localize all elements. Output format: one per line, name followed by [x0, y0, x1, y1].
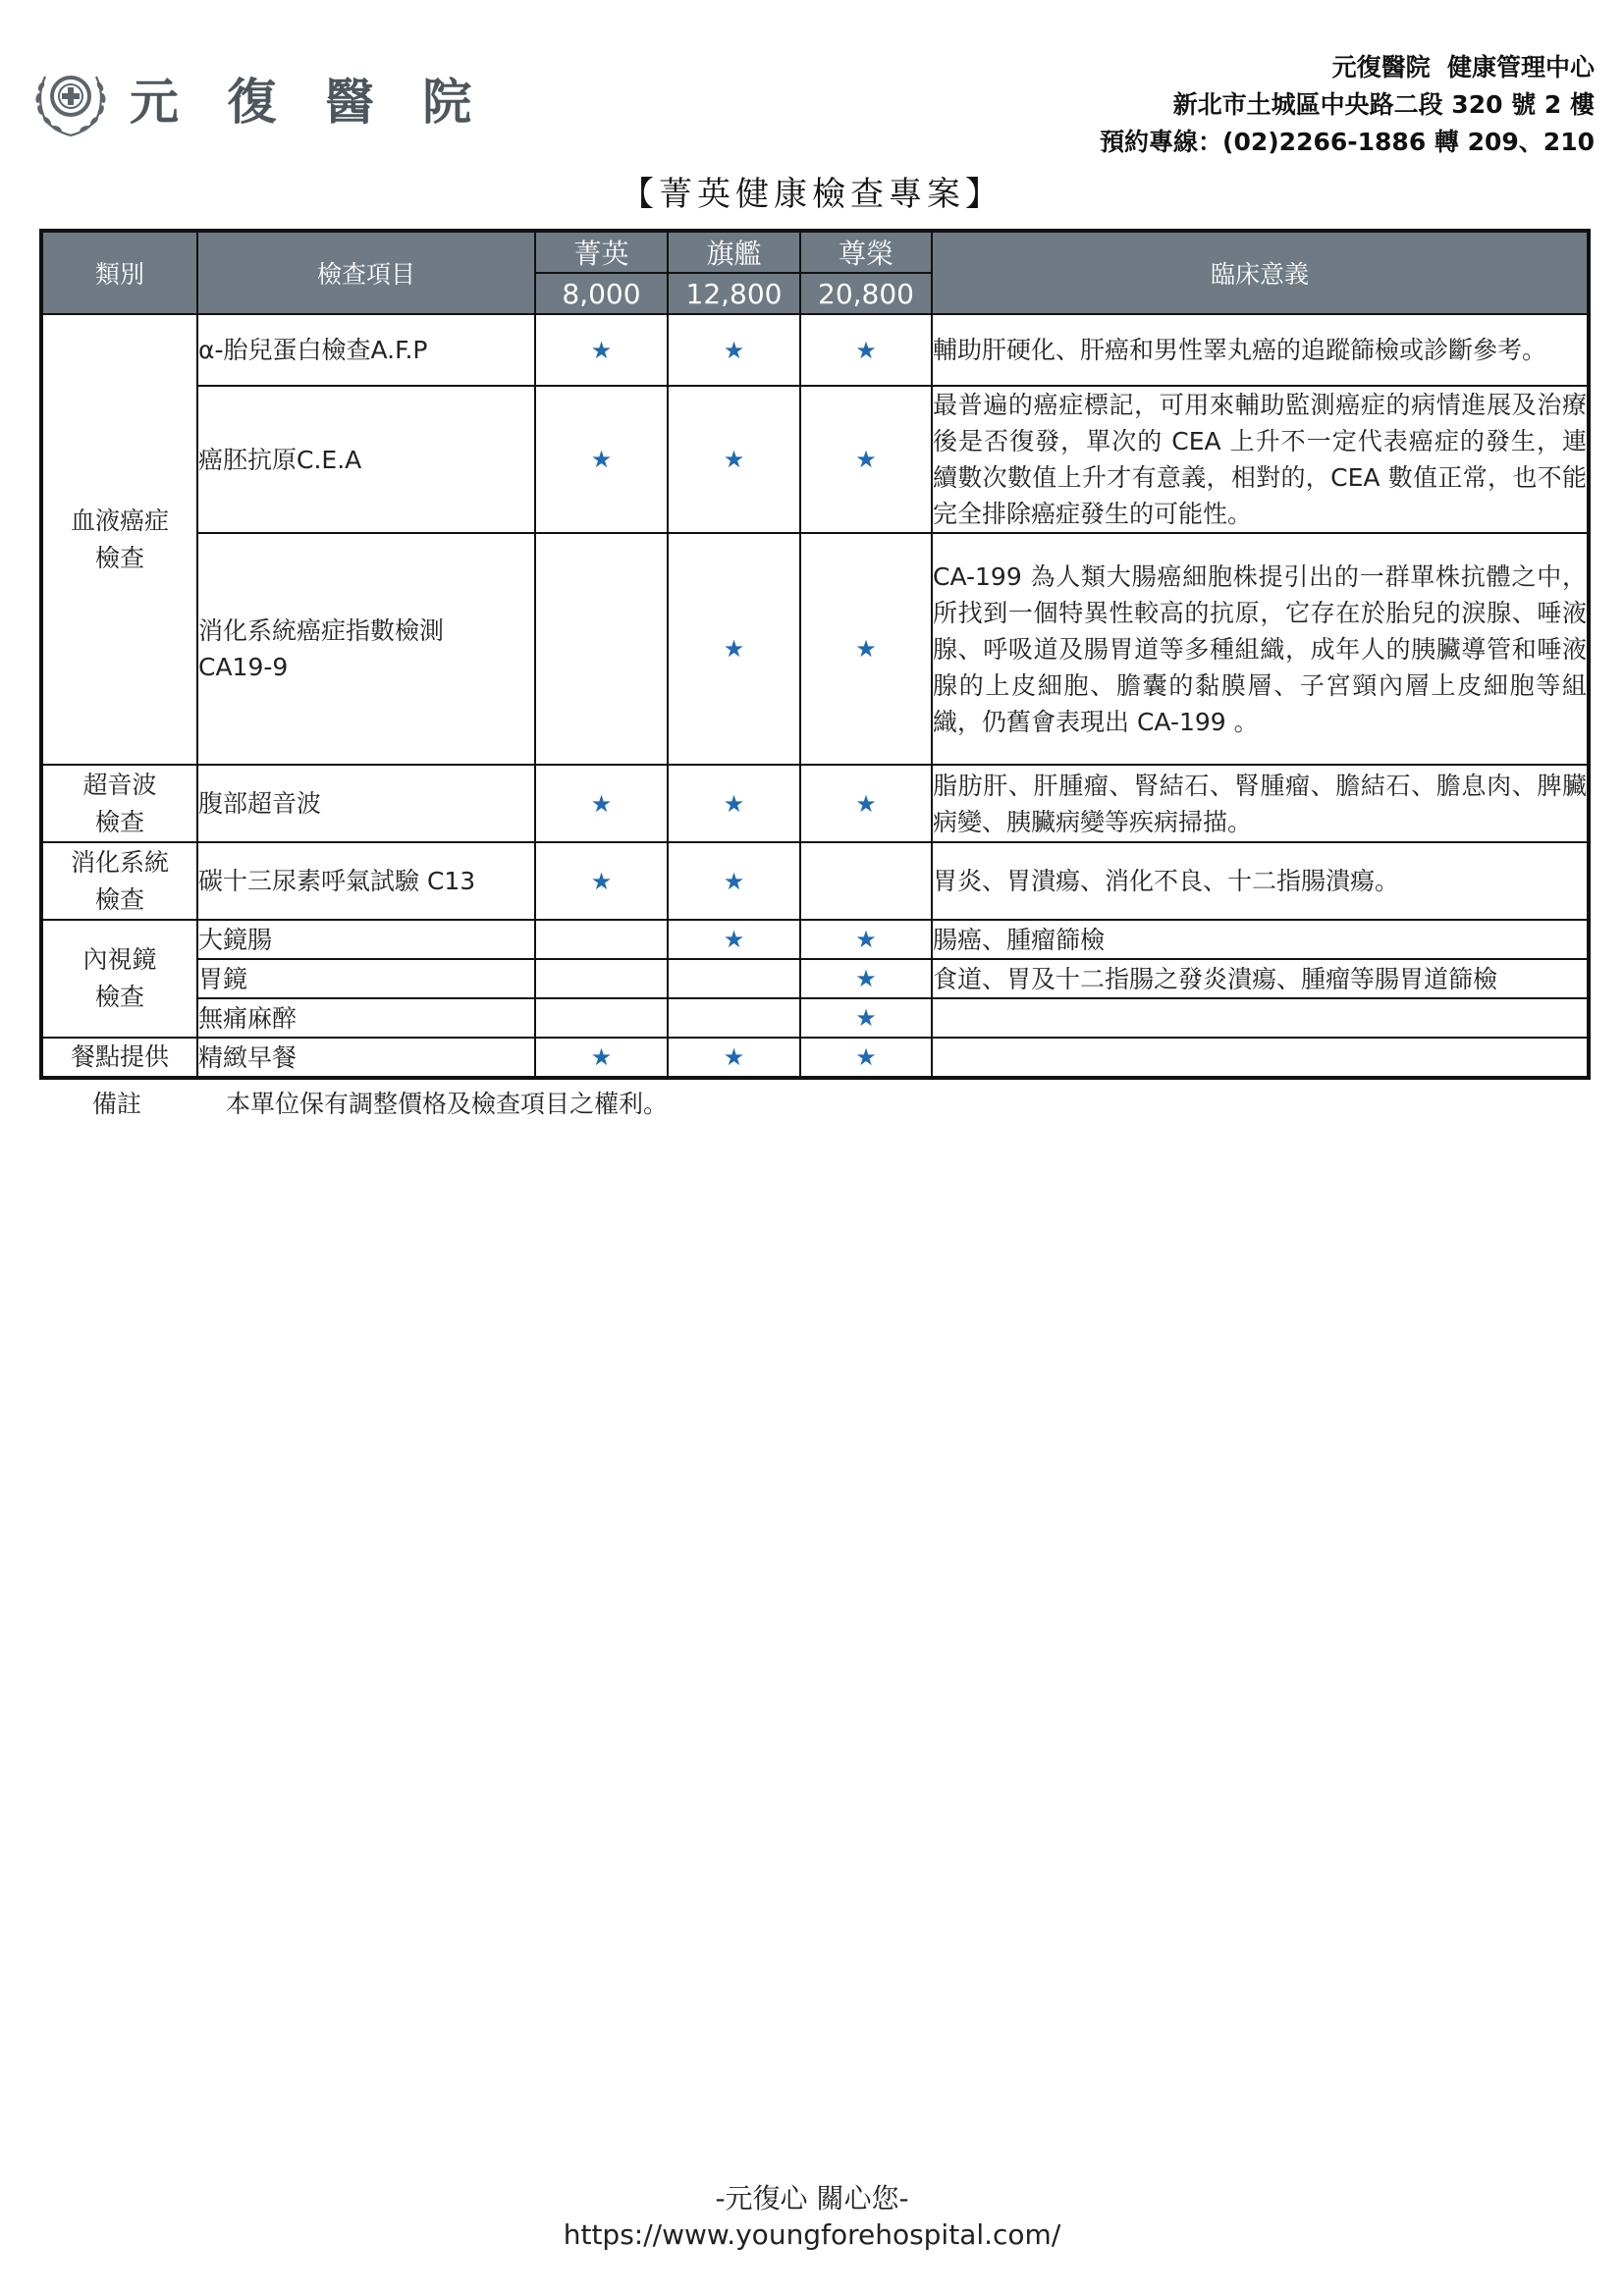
category-label: 餐點提供 — [70, 1042, 169, 1071]
note-text: 本單位保有調整價格及檢查項目之權利。 — [226, 1090, 669, 1118]
item-name: α-胎兒蛋白檢查A.F.P — [197, 314, 535, 386]
center-name: 元復醫院 健康管理中心 — [1331, 53, 1595, 81]
clinical-meaning: CA-199 為人類大腸癌細胞株提引出的一群單株抗體之中，所找到一個特異性較高的抗原，它存在於胎兒的淚腺、唾液腺、呼吸道及腸胃道等多種組織，成年人的胰臟導管和唾液腺的上皮細胞、膽囊的黏膜層、子宮頸內層上皮細胞等組織，仍舊會表現出 CA-199 。 — [932, 533, 1589, 765]
plan-star-icon: ★ — [668, 1038, 800, 1078]
plan-star-icon: ★ — [535, 314, 668, 386]
table-row — [41, 1038, 1589, 1078]
plan-star-icon: ★ — [668, 765, 800, 842]
table-row — [41, 533, 1589, 765]
plan-star-icon: ★ — [535, 1038, 668, 1078]
plan-star-icon: ★ — [668, 920, 800, 959]
category-cell — [41, 314, 197, 765]
plan-star-icon — [535, 533, 668, 765]
header-category: 類別 — [41, 231, 197, 314]
table-row — [41, 842, 1589, 920]
plan-star-icon: ★ — [800, 959, 932, 998]
header-plan-name: 菁英 — [535, 231, 668, 273]
header-meaning: 臨床意義 — [932, 231, 1589, 314]
table-row — [41, 959, 1589, 998]
header-item: 檢查項目 — [197, 231, 535, 314]
table-row — [41, 765, 1589, 842]
item-name: 無痛麻醉 — [197, 998, 535, 1038]
table-row — [41, 920, 1589, 959]
plan-star-icon: ★ — [668, 386, 800, 533]
plan-star-icon: ★ — [800, 314, 932, 386]
category-cell — [41, 765, 197, 842]
item-name: 癌胚抗原C.E.A — [197, 386, 535, 533]
clinical-meaning: 食道、胃及十二指腸之發炎潰瘍、腫瘤等腸胃道篩檢 — [932, 959, 1589, 998]
item-name: 消化系統癌症指數檢測 CA19-9 — [197, 533, 535, 765]
item-name: 胃鏡 — [197, 959, 535, 998]
clinical-meaning: 最普遍的癌症標記，可用來輔助監測癌症的病情進展及治療後是否復發，單次的 CEA 上升不一定代表癌症的發生，連續數次數值上升才有意義，相對的，CEA 數值正常，也不能完全排除癌症發生的可能性。 — [932, 386, 1589, 533]
header-plan-price: 8,000 — [535, 273, 668, 314]
header-plan-price: 12,800 — [668, 273, 800, 314]
page-title: 【菁英健康檢查專案】 — [621, 175, 1003, 214]
category-cell — [41, 920, 197, 1038]
header-plan-price: 20,800 — [800, 273, 932, 314]
checkup-table — [39, 229, 1591, 1080]
clinical-meaning — [932, 998, 1589, 1038]
footer-url: https://www.youngforehospital.com/ — [563, 2218, 1061, 2251]
plan-star-icon: ★ — [535, 765, 668, 842]
plan-star-icon — [668, 998, 800, 1038]
clinical-meaning: 胃炎、胃潰瘍、消化不良、十二指腸潰瘍。 — [932, 842, 1589, 920]
plan-star-icon — [800, 842, 932, 920]
category-label: 消化系統 檢查 — [70, 847, 169, 914]
plan-star-icon: ★ — [800, 998, 932, 1038]
item-name: 大鏡腸 — [197, 920, 535, 959]
address: 新北市土城區中央路二段 320 號 2 樓 — [1172, 90, 1595, 119]
category-cell — [41, 842, 197, 920]
clinical-meaning: 腸癌、腫瘤篩檢 — [932, 920, 1589, 959]
item-name: 碳十三尿素呼氣試驗 C13 — [197, 842, 535, 920]
table-row — [41, 314, 1589, 386]
plan-star-icon: ★ — [535, 386, 668, 533]
note-label: 備註 — [92, 1090, 142, 1118]
footer-slogan: -元復心 關心您- — [715, 2182, 909, 2215]
hospital-emblem-icon — [33, 57, 108, 139]
clinical-meaning — [932, 1038, 1589, 1078]
table-row — [41, 386, 1589, 533]
category-label: 超音波 檢查 — [82, 770, 157, 836]
hospital-logo — [33, 57, 487, 139]
clinical-meaning: 輔助肝硬化、肝癌和男性睪丸癌的追蹤篩檢或診斷參考。 — [932, 314, 1589, 386]
plan-star-icon: ★ — [800, 533, 932, 765]
plan-star-icon: ★ — [668, 842, 800, 920]
plan-star-icon: ★ — [668, 314, 800, 386]
booking-phone: 預約專線：(02)2266-1886 轉 209、210 — [1100, 128, 1595, 156]
category-label: 內視鏡 檢查 — [82, 945, 157, 1011]
item-name: 精緻早餐 — [197, 1038, 535, 1078]
category-cell — [41, 1038, 197, 1078]
clinical-meaning: 脂肪肝、肝腫瘤、腎結石、腎腫瘤、膽結石、膽息肉、脾臟病變、胰臟病變等疾病掃描。 — [932, 765, 1589, 842]
plan-star-icon: ★ — [800, 765, 932, 842]
plan-star-icon — [535, 998, 668, 1038]
plan-star-icon: ★ — [800, 386, 932, 533]
header-info — [1100, 49, 1595, 161]
hospital-name: 元 復 醫 院 — [130, 73, 488, 131]
plan-star-icon: ★ — [668, 533, 800, 765]
plan-star-icon — [668, 959, 800, 998]
plan-star-icon: ★ — [535, 842, 668, 920]
header-plan-name: 旗艦 — [668, 231, 800, 273]
plan-star-icon — [535, 959, 668, 998]
plan-star-icon — [535, 920, 668, 959]
item-name: 腹部超音波 — [197, 765, 535, 842]
plan-star-icon: ★ — [800, 920, 932, 959]
category-label: 血液癌症 檢查 — [70, 506, 169, 572]
header-plan-name: 尊榮 — [800, 231, 932, 273]
plan-star-icon: ★ — [800, 1038, 932, 1078]
table-row — [41, 998, 1589, 1038]
